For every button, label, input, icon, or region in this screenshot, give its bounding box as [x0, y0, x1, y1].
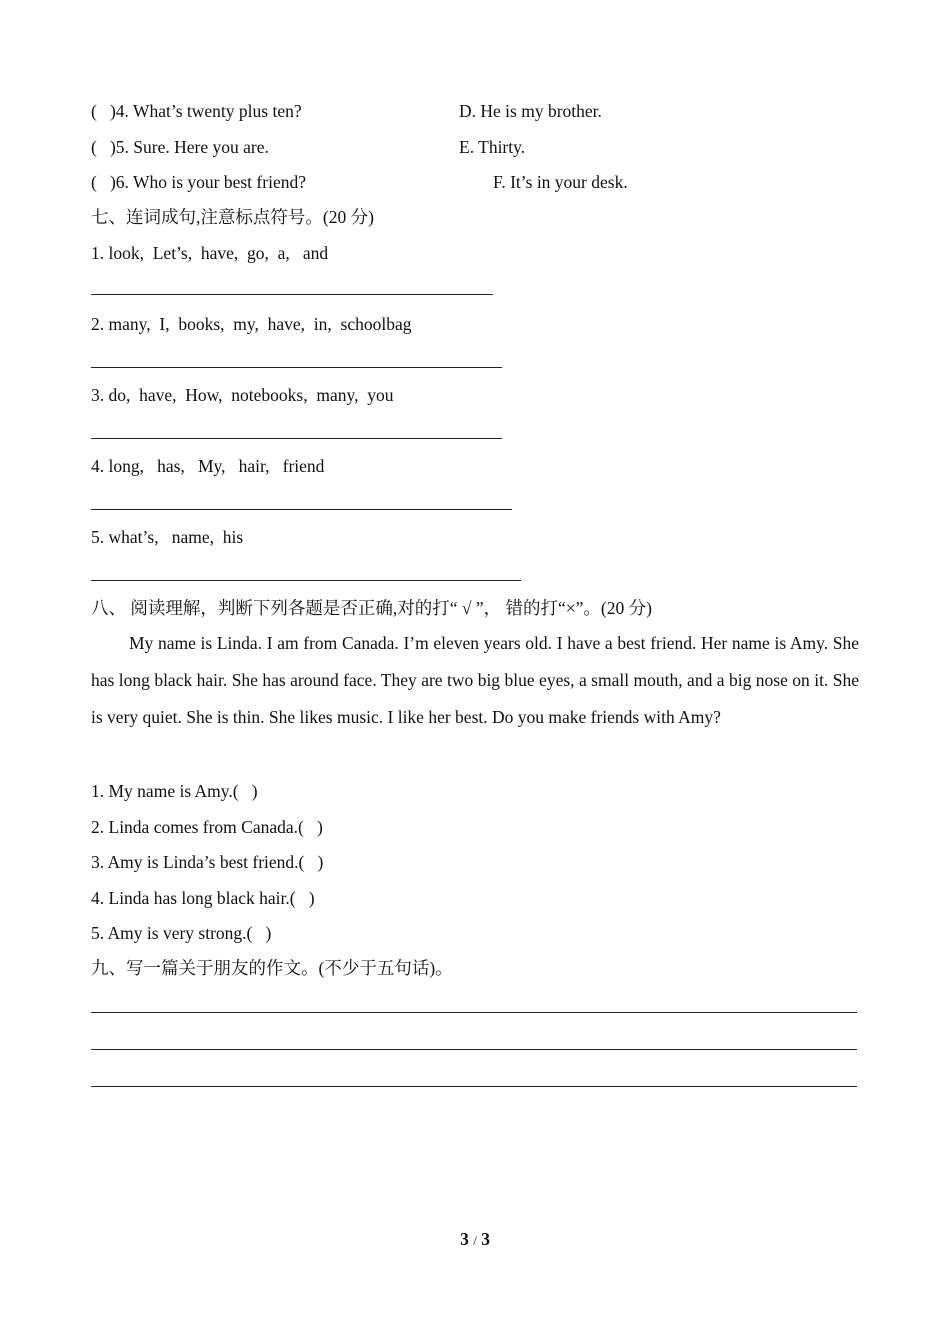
- page-current: 3: [460, 1229, 469, 1249]
- section-7-title: 七、连词成句,注意标点符号。(20 分): [91, 207, 374, 227]
- sentence-item-3: 3. do, have, How, notebooks, many, you: [91, 385, 394, 405]
- matching-question-5: ( )5. Sure. Here you are.: [91, 137, 269, 157]
- matching-answer-d: D. He is my brother.: [459, 101, 602, 121]
- matching-answer-f: F. It’s in your desk.: [493, 172, 628, 192]
- reading-question-4: 4. Linda has long black hair.( ): [91, 888, 315, 908]
- essay-line-2: [91, 1049, 857, 1050]
- answer-line-5: [91, 580, 521, 581]
- matching-question-6: ( )6. Who is your best friend?: [91, 172, 306, 192]
- matching-question-4: ( )4. What’s twenty plus ten?: [91, 101, 302, 121]
- reading-question-2: 2. Linda comes from Canada.( ): [91, 817, 323, 837]
- matching-answer-e: E. Thirty.: [459, 137, 526, 157]
- page-total: 3: [481, 1229, 490, 1249]
- sentence-item-5: 5. what’s, name, his: [91, 527, 244, 547]
- sentence-item-2: 2. many, I, books, my, have, in, schoolbag: [91, 314, 412, 334]
- answer-line-3: [91, 438, 502, 439]
- sentence-item-4: 4. long, has, My, hair, friend: [91, 456, 325, 476]
- essay-line-1: [91, 1012, 857, 1013]
- answer-line-4: [91, 509, 512, 510]
- section-8-title: 八、 阅读理解，判断下列各题是否正确,对的打“ √ ”， 错的打“×”。(20 分): [91, 598, 652, 618]
- reading-question-1: 1. My name is Amy.( ): [91, 781, 258, 801]
- sentence-item-1: 1. look, Let’s, have, go, a, and: [91, 243, 329, 263]
- answer-line-1: [91, 294, 493, 295]
- reading-question-3: 3. Amy is Linda’s best friend.( ): [91, 852, 324, 872]
- page-separator: /: [473, 1233, 477, 1248]
- essay-line-3: [91, 1086, 857, 1087]
- reading-passage-text: My name is Linda. I am from Canada. I’m eleven years old. I have a best friend. Her name is Amy. She has long black hair. She has around face. They are two big blue eyes, a small mouth, and a big nose on it. She is very quiet. She is thin. She likes music. I like her best. Do you make friends with Amy?: [91, 633, 859, 727]
- reading-passage: [91, 625, 859, 736]
- section-9-title: 九、写一篇关于朋友的作文。(不少于五句话)。: [91, 958, 453, 978]
- reading-question-5: 5. Amy is very strong.( ): [91, 923, 272, 943]
- page-number: [0, 1228, 950, 1252]
- answer-line-2: [91, 367, 502, 368]
